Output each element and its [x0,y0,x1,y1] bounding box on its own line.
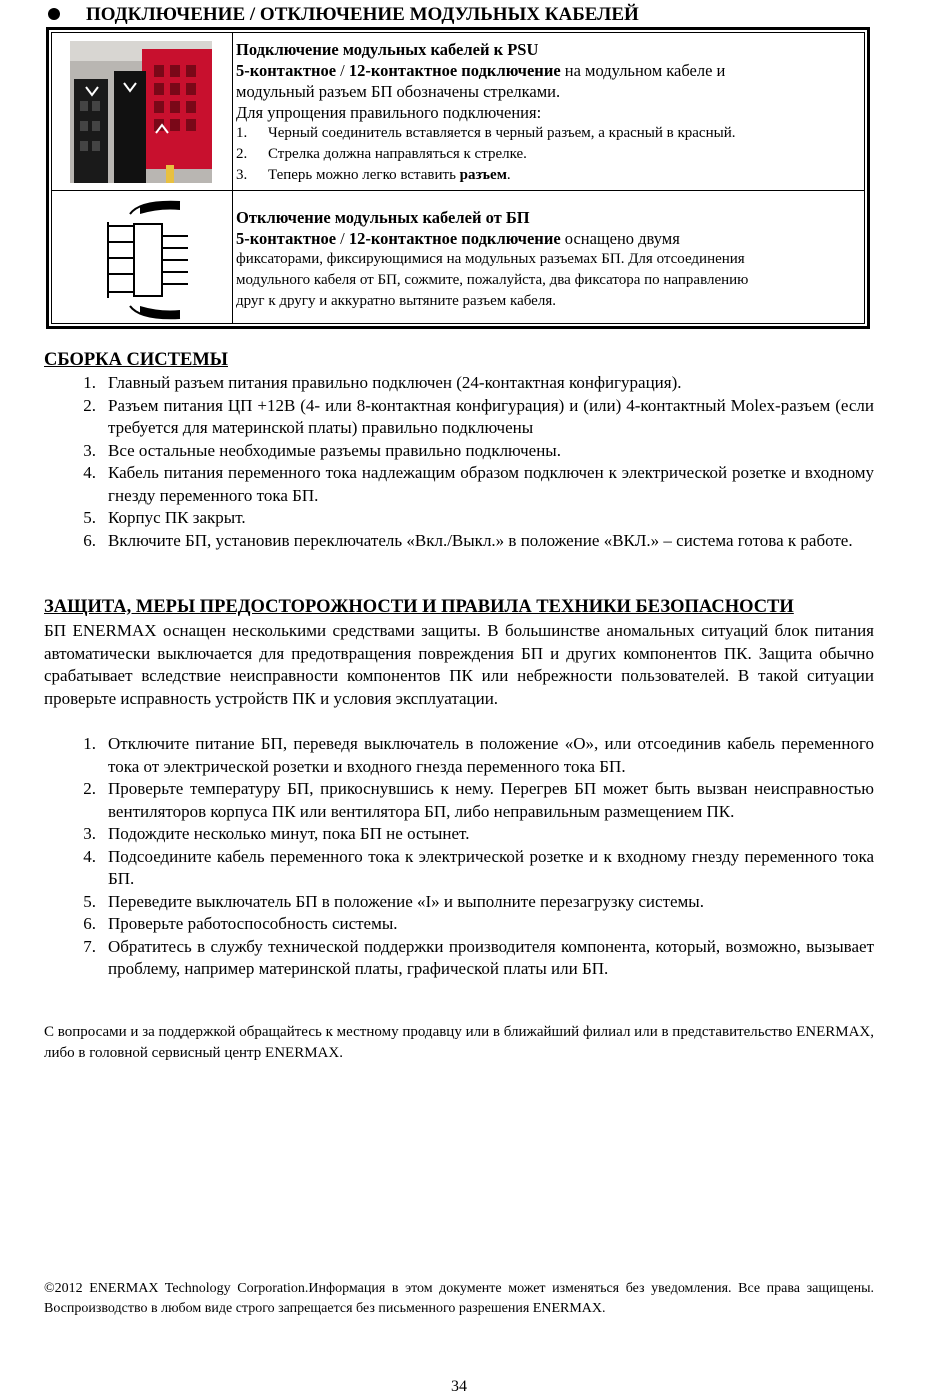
row-divider [52,190,864,191]
item-text: Обратитесь в службу технической поддержки производителя компонента, который, возможно, вызывает проблему, например материнской платы, графической платы или БП. [108,936,874,978]
item-text: Подождите несколько минут, пока БП не остынет. [108,824,470,843]
safety-heading: ЗАЩИТА, МЕРЫ ПРЕДОСТОРОЖНОСТИ И ПРАВИЛА ТЕХНИКИ БЕЗОПАСНОСТИ [44,597,794,617]
connect-line1-rest: на модульном кабеле и [560,61,726,80]
connect-step [236,165,856,186]
item-text: Подсоедините кабель переменного тока к электрической розетке и к входному гнезду переменного тока БП. [108,846,874,888]
list-item [44,823,874,846]
step-number: 2. [236,146,248,162]
item-text: Переведите выключатель БП в положение «I» и выполните перезагрузку системы. [108,891,704,911]
disconnect-line4: друг к другу и аккуратно вытяните разъем кабеля. [236,293,556,309]
disconnect-line3: модульного кабеля от БП, сожмите, пожалуйста, два фиксатора по направлению [236,272,749,288]
list-item [44,372,874,395]
disconnect-5pin-label: 5-контактное [236,229,337,248]
step-text-bold: разъем [459,167,507,183]
disconnect-line2: фиксаторами, фиксирующимися на модульных разъемах БП. Для отсоединения [236,251,745,267]
list-item [44,846,874,891]
connect-line2: модульный разъем БП обозначены стрелками. [236,82,561,101]
list-item [44,440,874,463]
disconnect-title: Отключение модульных кабелей от БП [236,208,530,227]
item-number: 3. [83,824,96,843]
connect-sep: / [336,61,349,80]
heading-text: ПОДКЛЮЧЕНИЕ / ОТКЛЮЧЕНИЕ МОДУЛЬНЫХ КАБЕЛЕЙ [86,4,639,25]
connect-steps [236,123,856,186]
item-number: 7. [83,936,96,956]
list-item [44,778,874,823]
item-number: 5. [83,508,96,527]
section-heading-modular-cables [48,4,639,26]
item-text: Включите БП, установив переключатель «Вкл./Выкл.» в положение «ВКЛ.» – система готова к работе. [108,530,853,550]
disconnect-line1-rest: оснащено двумя [560,229,680,248]
list-item [44,891,874,914]
list-item [44,395,874,440]
assembly-list [44,372,874,552]
item-text: Корпус ПК закрыт. [108,508,246,527]
step-text: Черный соединитель вставляется в черный разъем, а красный в красный. [268,125,736,141]
item-text: Все остальные необходимые разъемы правильно подключены. [108,440,561,460]
connect-12pin-label: 12-контактное подключение [348,61,561,80]
safety-intro: БП ENERMAX оснащен несколькими средствами защиты. В большинстве аномальных ситуаций блок питания автоматически выключается для предотвращения повреждения БП и других компонентов ПК. Защита обычно срабатывает вследствие неисправности компонентов ПК или небрежности пользователей. В такой ситуации проверьте исправность устройств ПК и условия эксплуатации. [44,621,874,708]
item-text: Отключите питание БП, переведя выключатель в положение «O», или отсоединив кабель переменного тока от электрической розетки и входного гнезда переменного тока БП. [108,734,874,776]
disconnect-line1 [236,228,860,249]
item-text: Проверьте температуру БП, прикоснувшись к нему. Перегрев БП может быть вызван неисправностью вентиляторов корпуса ПК или вентилятора БП, либо неправильным размещением ПК. [108,779,874,821]
item-text: Кабель питания переменного тока надлежащим образом подключен к электрической розетке и входному гнезду переменного тока БП. [108,463,874,505]
item-number: 2. [83,395,96,415]
item-number: 1. [83,734,96,753]
item-number: 1. [83,373,96,392]
step-text: Стрелка должна направляться к стрелке. [268,146,527,162]
item-number: 6. [83,914,96,933]
connect-cell [236,39,856,186]
list-item [44,733,874,778]
disconnect-sep: / [336,229,349,248]
list-item [44,913,874,936]
item-number: 4. [83,463,96,482]
item-number: 2. [83,779,96,798]
item-text: Разъем питания ЦП +12В (4- или 8-контактная конфигурация) и (или) 4-контактный Molex-разъем (если требуется для материнской платы) правильно подключены [108,395,874,437]
modular-cable-table [46,27,870,329]
connect-line3: Для упрощения правильного подключения: [236,103,542,122]
list-item [44,462,874,507]
connect-line1 [236,60,856,81]
step-text [268,165,511,186]
list-item [44,507,874,530]
step-text-part: Теперь можно легко вставить [268,167,460,183]
item-number: 5. [83,891,96,911]
step-number: 1. [236,125,248,141]
connector-photo-icon [70,41,212,183]
item-number: 6. [83,530,96,550]
safety-list [44,733,874,981]
item-text: Главный разъем питания правильно подключен (24-контактная конфигурация). [108,373,682,392]
connect-5pin-label: 5-контактное [236,61,337,80]
connector-latch-drawing-icon [100,196,190,324]
item-text: Проверьте работоспособность системы. [108,914,398,933]
list-item [44,530,874,553]
column-divider [232,33,233,323]
step-text-end: . [506,167,511,183]
item-number: 4. [83,846,96,866]
bullet-icon [48,8,60,20]
disconnect-cell [236,207,860,312]
page-number: 34 [451,1378,467,1395]
assembly-heading: СБОРКА СИСТЕМЫ [44,350,228,370]
item-number: 3. [83,440,96,460]
connect-step [236,144,856,165]
disconnect-12pin-label: 12-контактное подключение [348,229,561,248]
step-number: 3. [236,167,248,183]
connect-title: Подключение модульных кабелей к PSU [236,40,539,59]
contact-note: С вопросами и за поддержкой обращайтесь к местному продавцу или в ближайший филиал или в представительство ENERMAX, либо в головной сервисный центр ENERMAX. [44,1024,874,1061]
copyright-footer: ©2012 ENERMAX Technology Corporation.Информация в этом документе может изменяться без уведомления. Все права защищены. Воспроизводство в любом виде строго запрещается без письменного разрешения ENERMAX. [44,1281,874,1316]
list-item [44,936,874,981]
connect-step [236,123,856,144]
table-inner-border [51,32,865,324]
